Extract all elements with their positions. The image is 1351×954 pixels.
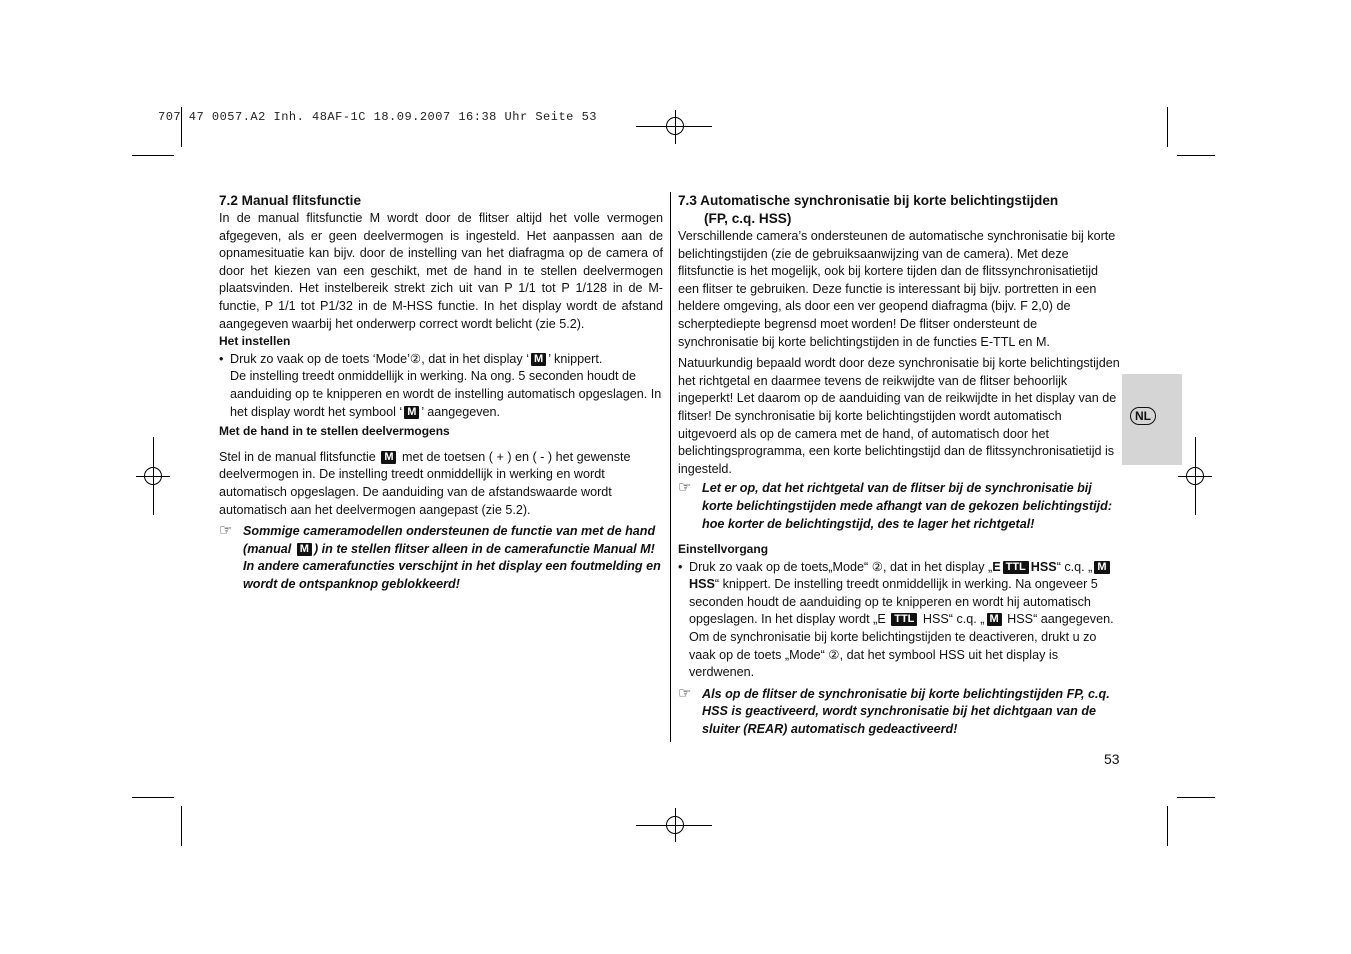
crop-mark [132, 155, 174, 156]
instruction-bullet: • Druk zo vaak op de toets„Mode“ ②, dat in het display „E TTL HSS“ c.q. „ M HSS“ knippert. De instelling treedt onmiddellijk in werking. Na ongeveer 5 seconden houdt de aanduiding op te knipperen en wordt hij automatisch opgeslagen. In het display wordt „E TTL HSS“ c.q. „ M HSS“ aangegeven. Om de synchronisatie bij korte belichtingstijden te deactiveren, drukt u zo vaak op de toets „Mode“ ②, dat het symbool HSS uit het display is verdwenen. [678, 559, 1114, 680]
crop-mark [1177, 797, 1215, 798]
registration-circle-icon [666, 117, 684, 135]
left-column [219, 192, 663, 593]
language-tab [1122, 374, 1182, 465]
pointing-hand-icon: ☞ [678, 479, 692, 497]
pointing-hand-icon: ☞ [678, 684, 692, 702]
bullet-dot: • [219, 351, 224, 366]
pointing-hand-icon: ☞ [219, 522, 233, 540]
ttl-mode-symbol: TTL [1003, 561, 1029, 574]
language-badge: NL [1130, 407, 1156, 425]
registration-circle-icon [144, 467, 162, 485]
page-number: 53 [1104, 751, 1120, 767]
crop-mark [1177, 155, 1215, 156]
manual-mode-symbol: M [297, 543, 312, 556]
bullet-dot: • [678, 559, 683, 574]
subheading: Het instellen [219, 334, 291, 349]
crop-mark [1167, 806, 1168, 846]
warning-note: ☞ Sommige cameramodellen ondersteunen de functie van met de hand (manual M ) in te stellen flitser alleen in de camerafunctie Manual M! In andere camerafuncties verschijnt in het display een foutmelding en wordt de ontspanknop geblokkeerd! [219, 522, 661, 591]
warning-note: ☞ Als op de flitser de synchronisatie bij korte belichtingstijden FP, c.q. HSS is geactiveerd, wordt synchronisatie bij het dichtgaan van de sluiter (REAR) automatisch gedeactiveerd! [678, 684, 1110, 737]
paragraph: Stel in de manual flitsfunctie M met de toetsen ( + ) en ( - ) het gewenste deelvermogen in. De instelling treedt onmiddellijk in werking en wordt automatisch opgeslagen. De aanduiding van de afstandswaarde wordt automatisch aan het deelvermogen aangepast (zie 5.2). [219, 449, 631, 517]
instruction-bullet: • Druk zo vaak op de toets ‘Mode’②, dat in het display ‘ M ’ knippert. De instelling treedt onmiddellijk in werking. Na ong. 5 seconden houdt de aanduiding op te knipperen en wordt de instelling automatisch opgeslagen. In het display wordt het symbool ‘ M ’ aangegeven. [219, 351, 662, 419]
paragraph: Natuurkundig bepaald wordt door deze synchronisatie bij korte belichtingstijden het richtgetal en daarmee tevens de reikwijdte van de flitser behoorlijk ingeperkt! Let daarom op de aanduiding van de reikwijdte in het display van de flitser! De synchronisatie bij korte belichtingstijden wordt automatisch uitgevoerd als op de camera met de hand, of automatisch door het belichtingsprogramma, een korte belichtingstijd dan de flitssynchronisatietijd is ingesteld. [678, 356, 1120, 476]
manual-mode-symbol: M [987, 613, 1002, 626]
manual-mode-symbol: M [1094, 561, 1109, 574]
ttl-mode-symbol: TTL [891, 613, 917, 626]
section-heading: 7.3 Automatische synchronisatie bij korte belichtingstijden [678, 193, 1059, 208]
warning-note: ☞ Let er op, dat het richtgetal van de flitser bij de synchronisatie bij korte belichtingstijden mede afhangt van de gekozen belichtingstijd: hoe korter de belichtingstijd, des te lager het richtgetal! [678, 479, 1113, 531]
right-column [678, 192, 1120, 739]
subheading: Met de hand in te stellen deelvermogens [219, 424, 450, 439]
column-divider [670, 192, 671, 742]
section-heading-continued: (FP, c.q. HSS) [704, 211, 792, 226]
crop-mark [132, 797, 174, 798]
crop-mark [1167, 107, 1168, 147]
registration-circle-icon [1186, 467, 1204, 485]
manual-mode-symbol: M [404, 406, 419, 419]
print-header: 707 47 0057.A2 Inh. 48AF-1C 18.09.2007 16:38 Uhr Seite 53 [158, 110, 597, 124]
section-heading: 7.2 Manual flitsfunctie [219, 193, 362, 208]
manual-mode-symbol: M [531, 353, 546, 366]
registration-circle-icon [666, 816, 684, 834]
paragraph: Verschillende camera’s ondersteunen de automatische synchronisatie bij korte belichtingstijden (zie de gebruiksaanwijzing van de camera). Met deze flitsfunctie is het mogelijk, ook bij kortere tijden dan de flitssynchronisatietijd een flitser te gebruiken. Deze functie is interessant bij bijv. portretten in een heldere omgeving, als door een ver geopend diafragma (bijv. F 2,0) de scherptediepte begrensd moet worden! De flitser ondersteunt de synchronisatie bij korte belichtingstijden in de functies E-TTL en M. [678, 229, 1116, 349]
crop-mark [181, 806, 182, 846]
subheading: Einstellvorgang [678, 542, 769, 557]
manual-mode-symbol: M [381, 451, 396, 464]
intro-paragraph: In de manual flitsfunctie M wordt door de flitser altijd het volle vermogen afgegeven, als er geen deelvermogen is ingesteld. Het aanpassen aan de opnamesituatie kan bijv. door de instelling van het diafragma op de camera of door het kiezen van een geschikt, met de hand in te stellen deelvermogen plaatsvinden. Het instelbereik strekt zich uit van P 1/1 tot P 1/128 in de M-functie, P 1/1 tot P1/32 in de M-HSS functie. In het display wordt de afstand aangegeven waarbij het onderwerp correct wordt belicht (zie 5.2). [219, 211, 663, 331]
